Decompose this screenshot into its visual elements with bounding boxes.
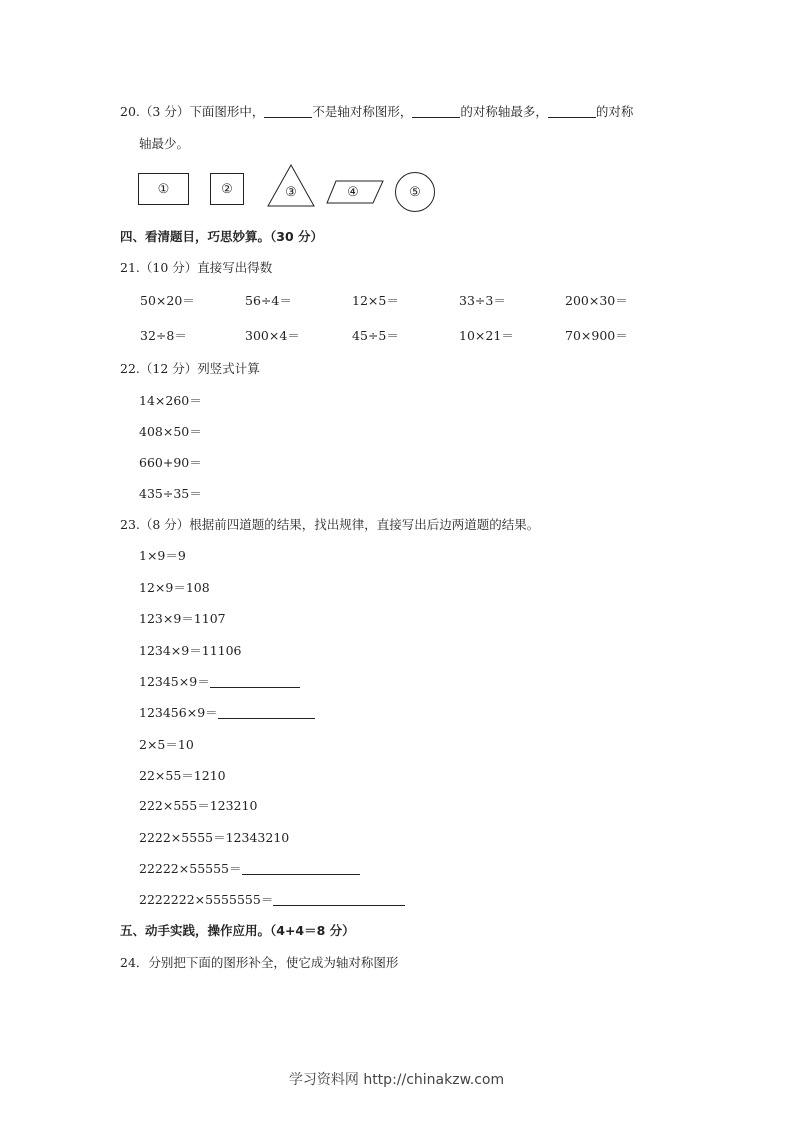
shape-label-4: ④ bbox=[347, 184, 359, 200]
square-shape bbox=[210, 173, 244, 205]
q23-line-4: 1234×9＝11106 bbox=[139, 643, 242, 658]
q22-item-2: 408×50＝ bbox=[139, 424, 202, 439]
q23-answer-blank-2[interactable] bbox=[218, 705, 315, 719]
q20-line2: 轴最少。 bbox=[139, 136, 190, 151]
q22-title: 22.（12 分）列竖式计算 bbox=[120, 361, 260, 376]
q23-answer-blank-3[interactable] bbox=[242, 861, 360, 875]
q20-line1 bbox=[120, 104, 633, 120]
q21-r1-c5: 200×30＝ bbox=[565, 293, 628, 308]
q23-title: 23.（8 分）根据前四道题的结果，找出规律，直接写出后边两道题的结果。 bbox=[120, 517, 540, 532]
footer-watermark: 学习资料网 http://chinakzw.com bbox=[288, 1072, 505, 1088]
q21-r1-c1: 50×20＝ bbox=[140, 293, 195, 308]
q23-line-12 bbox=[139, 892, 405, 908]
q20-number: 20. bbox=[120, 104, 140, 119]
q23-line-5 bbox=[139, 674, 300, 690]
section5-title: 五、动手实践，操作应用。（4+4＝8 分） bbox=[120, 923, 355, 938]
q23-line-12-text: 2222222×5555555＝ bbox=[139, 892, 274, 907]
q20-answer-blank-2[interactable] bbox=[412, 104, 460, 118]
circle-shape bbox=[395, 172, 435, 212]
q21-r2-c2: 300×4＝ bbox=[245, 328, 300, 343]
q23-answer-blank-1[interactable] bbox=[210, 674, 300, 688]
parallelogram-label bbox=[338, 184, 368, 200]
triangle-label bbox=[280, 184, 302, 200]
q21-r2-c1: 32÷8＝ bbox=[140, 328, 187, 343]
q23-line-8: 22×55＝1210 bbox=[139, 768, 226, 783]
q23-line-1: 1×9＝9 bbox=[139, 548, 186, 563]
section4-title: 四、看清题目，巧思妙算。（30 分） bbox=[120, 229, 323, 244]
rectangle-shape bbox=[138, 173, 189, 205]
q20-answer-blank-3[interactable] bbox=[548, 104, 596, 118]
q21-r2-c3: 45÷5＝ bbox=[352, 328, 399, 343]
shape-label-5: ⑤ bbox=[409, 184, 421, 200]
q20-text-c: 的对称轴最多， bbox=[460, 104, 548, 119]
q21-r1-c4: 33÷3＝ bbox=[459, 293, 506, 308]
q23-line-7: 2×5＝10 bbox=[139, 737, 194, 752]
q20-answer-blank-1[interactable] bbox=[264, 104, 312, 118]
q23-line-5-text: 12345×9＝ bbox=[139, 674, 210, 689]
q24-title: 24．分别把下面的图形补全，使它成为轴对称图形 bbox=[120, 955, 399, 970]
q23-line-3: 123×9＝1107 bbox=[139, 611, 226, 626]
q21-title: 21.（10 分）直接写出得数 bbox=[120, 260, 273, 275]
shape-label-1: ① bbox=[157, 181, 170, 197]
q20-text-a: 下面图形中， bbox=[189, 104, 265, 119]
q23-line-11 bbox=[139, 861, 360, 877]
q21-r1-c3: 12×5＝ bbox=[352, 293, 399, 308]
q21-r2-c5: 70×900＝ bbox=[565, 328, 628, 343]
shape-label-3: ③ bbox=[285, 184, 297, 200]
q23-line-9: 222×555＝123210 bbox=[139, 798, 258, 813]
q23-line-10: 2222×5555＝12343210 bbox=[139, 830, 290, 845]
q23-line-2: 12×9＝108 bbox=[139, 580, 210, 595]
q21-r1-c2: 56÷4＝ bbox=[245, 293, 292, 308]
q22-item-3: 660+90＝ bbox=[139, 455, 202, 470]
q23-line-6 bbox=[139, 705, 315, 721]
q23-line-6-text: 123456×9＝ bbox=[139, 705, 218, 720]
shape-label-2: ② bbox=[221, 181, 233, 197]
q23-line-11-text: 22222×55555＝ bbox=[139, 861, 242, 876]
q22-item-4: 435÷35＝ bbox=[139, 486, 202, 501]
q21-r2-c4: 10×21＝ bbox=[459, 328, 514, 343]
q20-score: （3 分） bbox=[139, 104, 190, 119]
q23-answer-blank-4[interactable] bbox=[273, 892, 405, 906]
q20-text-d: 的对称 bbox=[595, 104, 634, 119]
q22-item-1: 14×260＝ bbox=[139, 393, 202, 408]
q20-text-b: 不是轴对称图形， bbox=[312, 104, 413, 119]
